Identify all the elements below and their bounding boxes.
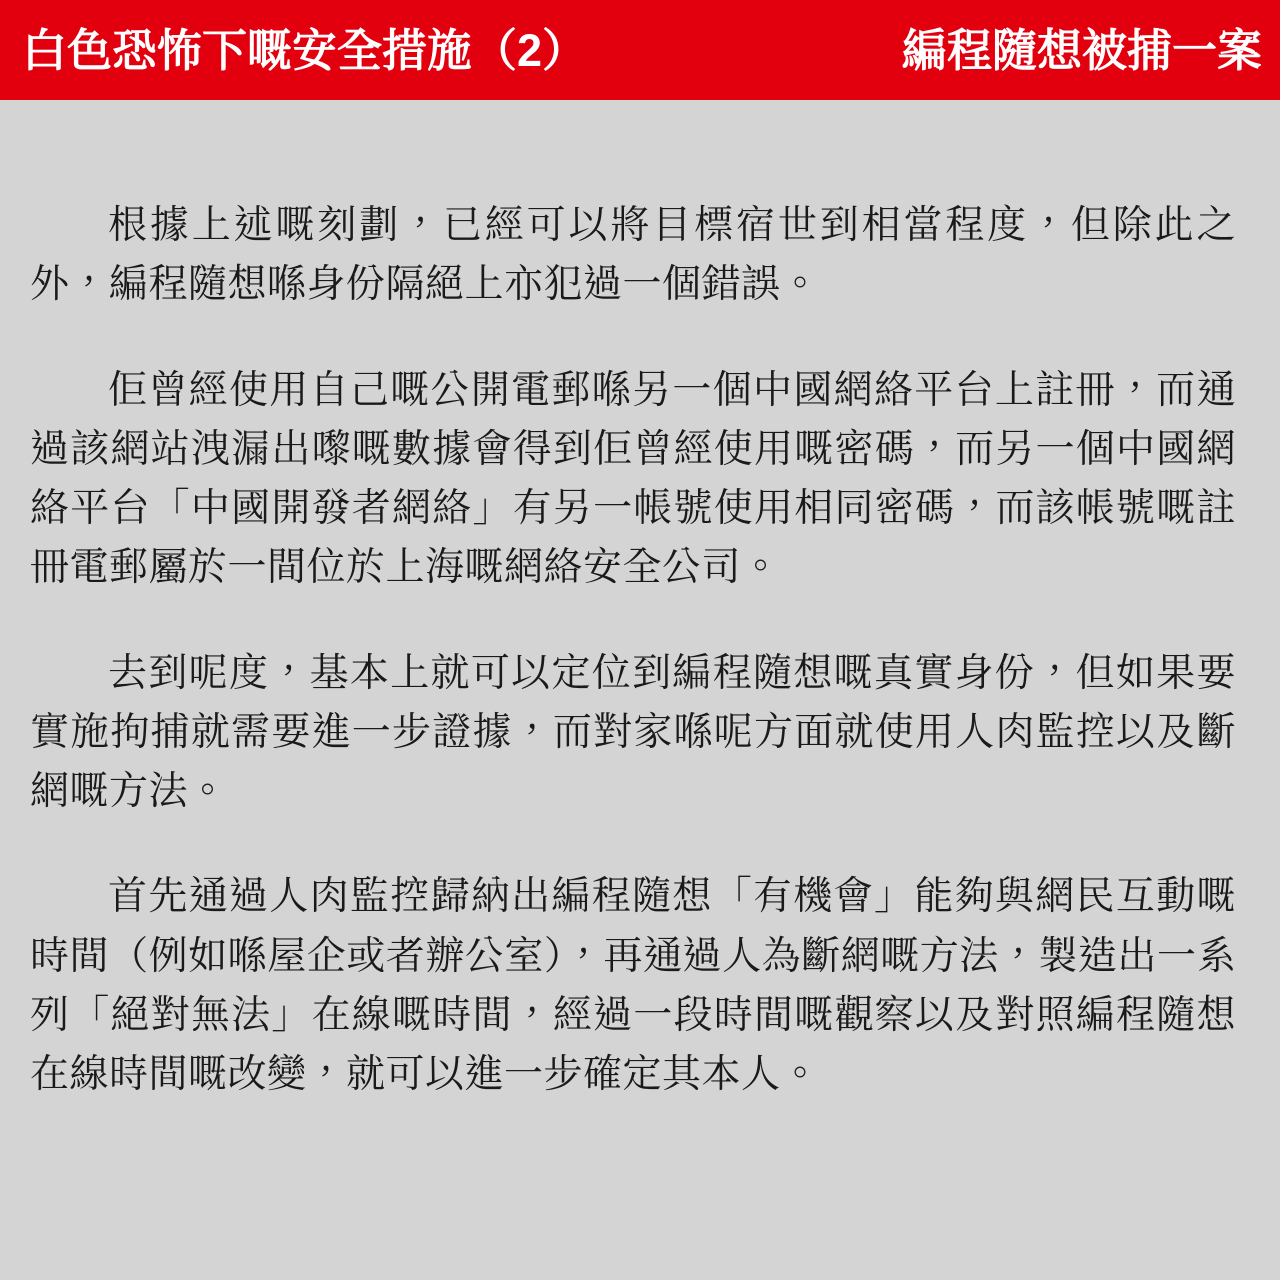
- body-paragraph: 佢曾經使用自己嘅公開電郵喺另一個中國網絡平台上註冊，而通過該網站洩漏出嚟嘅數據會得到佢曾經使用嘅密碼，而另一個中國網絡平台「中國開發者網絡」有另一帳號使用相同密碼，而該帳號嘅註冊電郵屬於一間位於上海嘅網絡安全公司。: [30, 368, 1236, 590]
- body-paragraph: 去到呢度，基本上就可以定位到編程隨想嘅真實身份，但如果要實施拘捕就需要進一步證據，而對家喺呢方面就使用人肉監控以及斷網嘅方法。: [30, 651, 1236, 814]
- body-paragraph: 首先通過人肉監控歸納出編程隨想「有機會」能夠與網民互動嘅時間（例如喺屋企或者辦公室），再通過人為斷網嘅方法，製造出一系列「絕對無法」在線嘅時間，經過一段時間嘅觀察以及對照編程隨想在線時間嘅改變，就可以進一步確定其本人。: [30, 875, 1236, 1097]
- body-content: [0, 100, 1280, 1280]
- body-paragraph: 根據上述嘅刻劃，已經可以將目標宿世到相當程度，但除此之外，編程隨想喺身份隔絕上亦犯過一個錯誤。: [30, 204, 1236, 307]
- header-bar: [0, 0, 1280, 100]
- header-subtitle: 編程隨想被捕一案: [901, 24, 1262, 76]
- page-title: 白色恐怖下嘅安全措施（2）: [22, 24, 588, 76]
